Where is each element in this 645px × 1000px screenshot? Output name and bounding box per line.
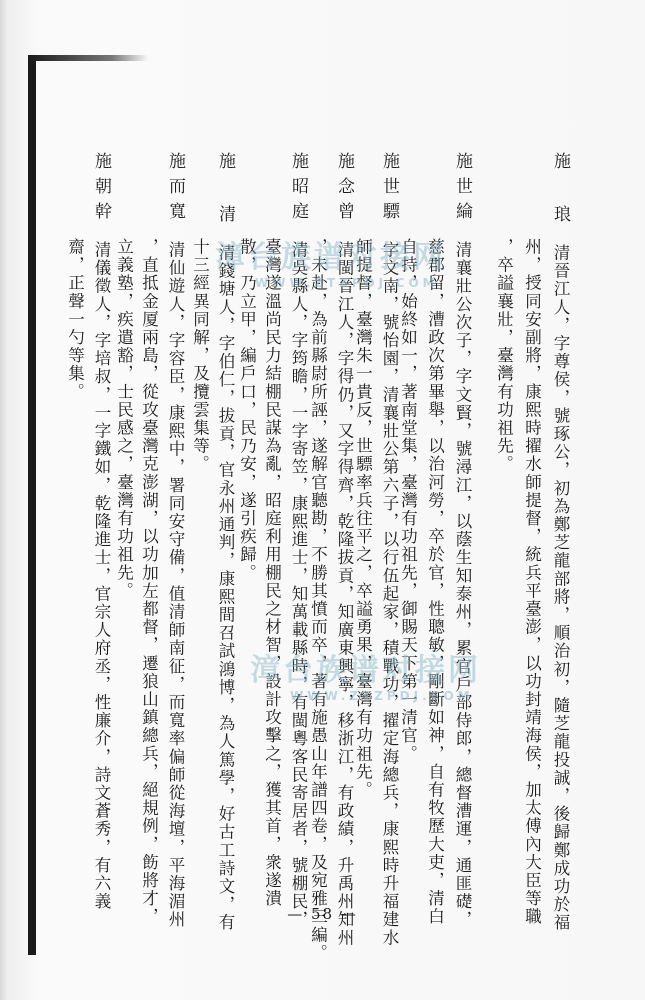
entry-head-shi-erkuan: 施而寬 xyxy=(165,152,185,227)
entry-text: ，未赴，為前縣尉所誣，遂解官聽勘，不勝其憤而卒，著有施愚山年譜四卷，及宛雅三編。 xyxy=(308,238,328,962)
entry-column xyxy=(551,152,568,932)
entry-head-shi-chaogan: 施朝幹 xyxy=(91,152,111,227)
entry-text: 散，乃立甲，編戶口，民乃安，遂引疾歸。 xyxy=(237,238,257,582)
watermark-text: 漳台族谱对接网 xyxy=(215,240,446,275)
entry-text: 清仙遊人，字容臣，康熙中，署同安守備，值清師南征，而寬率偏師從海壇，平海湄州 xyxy=(166,241,185,929)
entry-column xyxy=(495,238,512,473)
entry-text: 慈郡留，漕政次第畢舉，以治河勞，卒於官，性聰敏，剛斷如神，自有牧歷大吏，清白 xyxy=(425,238,445,926)
entry-head-shi-zhaoting: 施昭庭 xyxy=(288,152,308,227)
watermark-top xyxy=(215,232,446,290)
entry-head-shi-lang: 施 琅 xyxy=(550,152,570,230)
entry-column xyxy=(115,238,132,600)
entry-column xyxy=(92,152,109,911)
entry-text: 清吳縣人，字筠瞻，一字寄笠，康熙進士，知萬載縣時，有閩粵客民寄居者，號棚民， xyxy=(289,241,308,929)
entry-head-shi-shibiao: 施世驃 xyxy=(379,152,399,227)
entry-column xyxy=(309,238,326,962)
entry-text: 師提督，臺灣朱一貴反，世驃率兵往平之，卒謚勇果，臺灣有功祖先。 xyxy=(353,238,373,800)
entry-text: 清閩晉江人，字得仍，又字得齊，乾隆拔貢，知廣東興寧，移浙江，有政績，升禹州知州 xyxy=(335,241,354,947)
entry-text: ，直抵金厦兩島，從攻臺灣克澎湖，以功加左都督，遷狼山鎮總兵，絕規例，飭將才， xyxy=(139,238,159,926)
entry-column xyxy=(354,238,371,799)
watermark-text: 漳台族谱对接网 xyxy=(250,653,481,688)
entry-column xyxy=(263,238,280,908)
entry-text: 州，授同安副將，康熙時擢水師提督，統兵平臺澎，以功封靖海侯，加太傅內大臣等職 xyxy=(522,238,542,926)
entry-column xyxy=(426,238,443,926)
entry-text: 清錢塘人，字伯仁，拔貢，官永州通判，康熙間召試鴻博，為人篤學，好古工詩文，有 xyxy=(216,244,235,932)
entry-text: 臺灣遂溫尚民力結棚民謀為亂，昭庭利用棚民之材智，設計攻擊之，獲其首，衆遂潰 xyxy=(262,238,282,908)
entry-text: ，卒謚襄壯，臺灣有功祖先。 xyxy=(494,238,514,474)
entry-text: 清晉江人，字尊侯，號琢公，初為鄭芝龍部將，順治初，隨芝龍投誠，後歸鄭成功於福 xyxy=(551,244,570,932)
entry-column xyxy=(523,238,540,926)
entry-text: 齋，正聲一勺等集。 xyxy=(65,238,85,401)
entry-text: 自持，始終如一，著南堂集，臺灣有功祖先，御賜天下第一清官。 xyxy=(398,238,418,763)
entry-head-shi-shilun: 施世綸 xyxy=(452,152,472,227)
entry-text: 字文南，號怡園，清襄壯公第六子，以行伍起家，積戰功，擢定海總兵，康熙時升福建水 xyxy=(380,241,399,947)
watermark-url: WWW.ZTZPDJ.COM xyxy=(255,276,439,290)
entry-column xyxy=(66,238,83,401)
entry-column xyxy=(453,152,470,929)
entry-text: 清襄壯公次子，字文賢，號潯江，以蔭生知泰州，累官戶部侍郎，總督漕運，通匪礎， xyxy=(453,241,472,929)
entry-head-shi-qing: 施 清 xyxy=(215,152,235,230)
watermark-bottom xyxy=(250,645,481,703)
book-binding-edge xyxy=(28,55,36,955)
book-binding-shadow xyxy=(28,55,148,61)
entry-column xyxy=(191,238,208,473)
entry-text: 立義塾，疾遣豁，士民感之，臺灣有功祖先。 xyxy=(114,238,134,600)
entry-column xyxy=(166,152,183,929)
page-number: — 58 — xyxy=(287,905,358,923)
entry-column xyxy=(140,238,157,926)
entry-text: 十三經異同解，及攬雲集等。 xyxy=(190,238,210,474)
entry-head-shi-nianzeng: 施念曾 xyxy=(334,152,354,227)
entry-text: 清儀徵人，字培叔，一字鐵如，乾隆進士，官宗人府丞，性廉介，詩文蒼秀，有六義 xyxy=(92,241,111,911)
watermark-url: WWW.ZTZPDJ.COM xyxy=(290,689,474,703)
